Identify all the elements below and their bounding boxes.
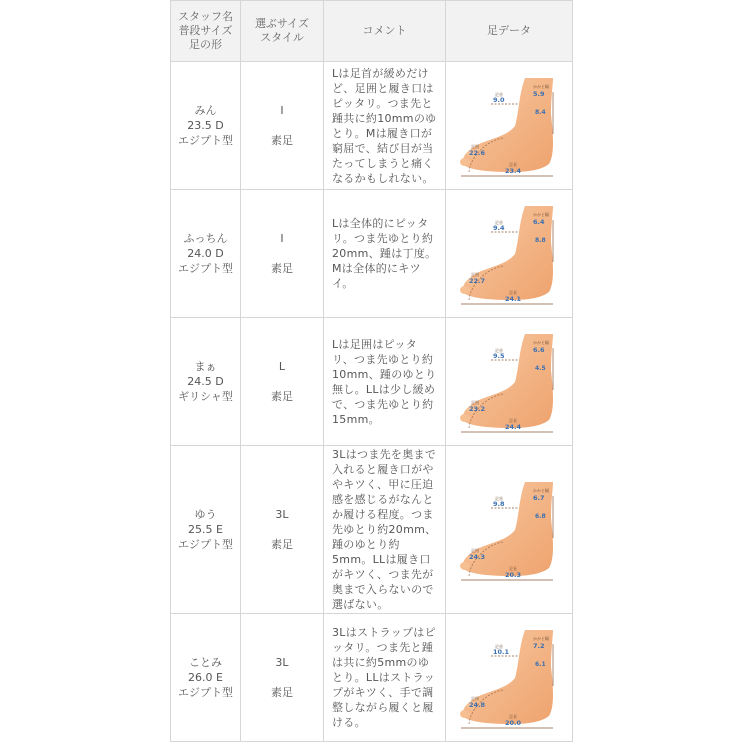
height-value: 6.6 <box>533 345 545 354</box>
staff-cell <box>171 614 241 742</box>
svg-text:かかと幅: かかと幅 <box>533 83 549 89</box>
toe-1 <box>460 562 470 570</box>
svg-text:足首: 足首 <box>495 643 503 649</box>
foot-data-cell <box>446 446 573 614</box>
chosen-size: 3L <box>275 508 289 521</box>
staff-name: みん <box>194 104 217 117</box>
toe-1 <box>460 286 470 294</box>
header-foot-data: 足データ <box>446 1 573 62</box>
size-style-cell <box>241 62 324 190</box>
svg-text:足長: 足長 <box>509 565 517 571</box>
instep-value: 24.8 <box>469 700 486 709</box>
style-label: 素足 <box>271 538 293 551</box>
height-value: 6.4 <box>533 217 545 226</box>
table-row <box>171 190 573 318</box>
ankle-value: 9.5 <box>493 351 505 360</box>
length-value: 20.0 <box>505 718 522 727</box>
height-value: 6.7 <box>533 493 545 502</box>
ankle-value: 9.0 <box>493 95 505 104</box>
svg-text:足囲: 足囲 <box>471 143 479 149</box>
foot-diagram <box>449 330 569 434</box>
staff-foot-shape: エジプト型 <box>178 538 233 551</box>
instep-value: 22.6 <box>469 148 486 157</box>
foot-diagram <box>449 74 569 178</box>
width-value: 6.1 <box>535 660 546 668</box>
staff-usual-size: 25.5 E <box>188 523 223 536</box>
table-header-row <box>171 1 573 62</box>
header-staff: スタッフ名 普段サイズ 足の形 <box>171 1 241 62</box>
foot-data-cell <box>446 614 573 742</box>
chosen-size: I <box>280 104 284 117</box>
chosen-size: L <box>278 360 286 373</box>
foot-diagram <box>449 626 569 730</box>
ankle-value: 9.8 <box>493 499 505 508</box>
length-value: 23.4 <box>505 166 522 175</box>
instep-value: 22.7 <box>469 276 486 285</box>
staff-usual-size: 23.5 D <box>187 119 224 132</box>
width-value: 6.8 <box>535 512 546 520</box>
instep-value: 23.2 <box>469 404 486 413</box>
staff-usual-size: 24.0 D <box>187 247 224 260</box>
comment-cell: 3Lはつま先を奥まで入れると履き口がややキツく、甲に圧迫感を感じるがなんとか履ける程度。つま先ゆとり約20mm、踵のゆとり約5mm。LLは履き口がキツく、つま先が奥まで入らないので選ばない。 <box>324 446 446 614</box>
staff-name: ゆう <box>194 508 217 521</box>
length-value: 20.3 <box>505 570 522 579</box>
size-style-cell <box>241 318 324 446</box>
foot-data-cell <box>446 318 573 446</box>
style-label: 素足 <box>271 134 293 147</box>
staff-name: まぁ <box>194 360 217 373</box>
comment-cell: Lは全体的にピッタリ。つま先ゆとり約20mm、踵は丁度。Mは全体的にキツイ。 <box>324 190 446 318</box>
ankle-value: 9.4 <box>493 223 505 232</box>
foot-data-cell <box>446 190 573 318</box>
size-style-cell <box>241 446 324 614</box>
svg-text:足首: 足首 <box>495 347 503 353</box>
instep-value: 24.3 <box>469 552 486 561</box>
svg-text:足長: 足長 <box>509 417 517 423</box>
chosen-size: I <box>280 232 284 245</box>
header-size-style: 選ぶサイズ スタイル <box>241 1 324 62</box>
ankle-value: 10.1 <box>493 647 510 656</box>
svg-text:足囲: 足囲 <box>471 695 479 701</box>
svg-text:足長: 足長 <box>509 713 517 719</box>
comment-cell: Lは足囲はピッタリ、つま先ゆとり約10mm、踵のゆとり無し。LLは少し緩めで、つま先ゆとり約15mm。 <box>324 318 446 446</box>
staff-name: ことみ <box>189 656 222 669</box>
comment-cell: Lは足首が緩めだけど、足囲と履き口はピッタリ。つま先と踵共に約10mmのゆとり。Mは履き口が窮屈で、結び目が当たってしまうと痛くなるかもしれない。 <box>324 62 446 190</box>
svg-text:足首: 足首 <box>495 219 503 225</box>
staff-foot-shape: ギリシャ型 <box>178 390 233 403</box>
staff-fit-table <box>170 0 573 742</box>
length-value: 24.4 <box>505 422 522 431</box>
staff-cell <box>171 446 241 614</box>
table-row <box>171 446 573 614</box>
svg-text:かかと幅: かかと幅 <box>533 635 549 641</box>
toe-1 <box>460 158 470 166</box>
svg-text:かかと幅: かかと幅 <box>533 339 549 345</box>
svg-text:足囲: 足囲 <box>471 547 479 553</box>
header-comment: コメント <box>324 1 446 62</box>
svg-text:かかと幅: かかと幅 <box>533 211 549 217</box>
width-value: 8.8 <box>535 236 546 244</box>
height-value: 5.9 <box>533 89 545 98</box>
staff-cell <box>171 62 241 190</box>
staff-foot-shape: エジプト型 <box>178 686 233 699</box>
staff-name: ふっちん <box>183 232 228 245</box>
size-style-cell <box>241 614 324 742</box>
foot-diagram <box>449 202 569 306</box>
staff-foot-shape: エジプト型 <box>178 134 233 147</box>
staff-cell <box>171 318 241 446</box>
toe-1 <box>460 710 470 718</box>
staff-foot-shape: エジプト型 <box>178 262 233 275</box>
svg-text:足長: 足長 <box>509 161 517 167</box>
svg-text:足囲: 足囲 <box>471 399 479 405</box>
table-row <box>171 62 573 190</box>
staff-cell <box>171 190 241 318</box>
width-value: 8.4 <box>535 108 546 116</box>
svg-text:かかと幅: かかと幅 <box>533 487 549 493</box>
length-value: 24.1 <box>505 294 522 303</box>
svg-text:足首: 足首 <box>495 91 503 97</box>
table-row <box>171 614 573 742</box>
foot-data-cell <box>446 62 573 190</box>
size-style-cell <box>241 190 324 318</box>
chosen-size: 3L <box>275 656 289 669</box>
toe-1 <box>460 414 470 422</box>
staff-usual-size: 26.0 E <box>188 671 223 684</box>
style-label: 素足 <box>271 390 293 403</box>
style-label: 素足 <box>271 262 293 275</box>
width-value: 4.5 <box>535 364 546 372</box>
height-value: 7.2 <box>533 641 545 650</box>
svg-text:足囲: 足囲 <box>471 271 479 277</box>
svg-text:足首: 足首 <box>495 495 503 501</box>
table-row <box>171 318 573 446</box>
comment-cell: 3Lはストラップはピッタリ。つま先と踵は共に約5mmのゆとり。LLはストラップがキツく、手で調整しながら履くと履ける。 <box>324 614 446 742</box>
svg-text:足長: 足長 <box>509 289 517 295</box>
foot-diagram <box>449 478 569 582</box>
staff-usual-size: 24.5 D <box>187 375 224 388</box>
style-label: 素足 <box>271 686 293 699</box>
